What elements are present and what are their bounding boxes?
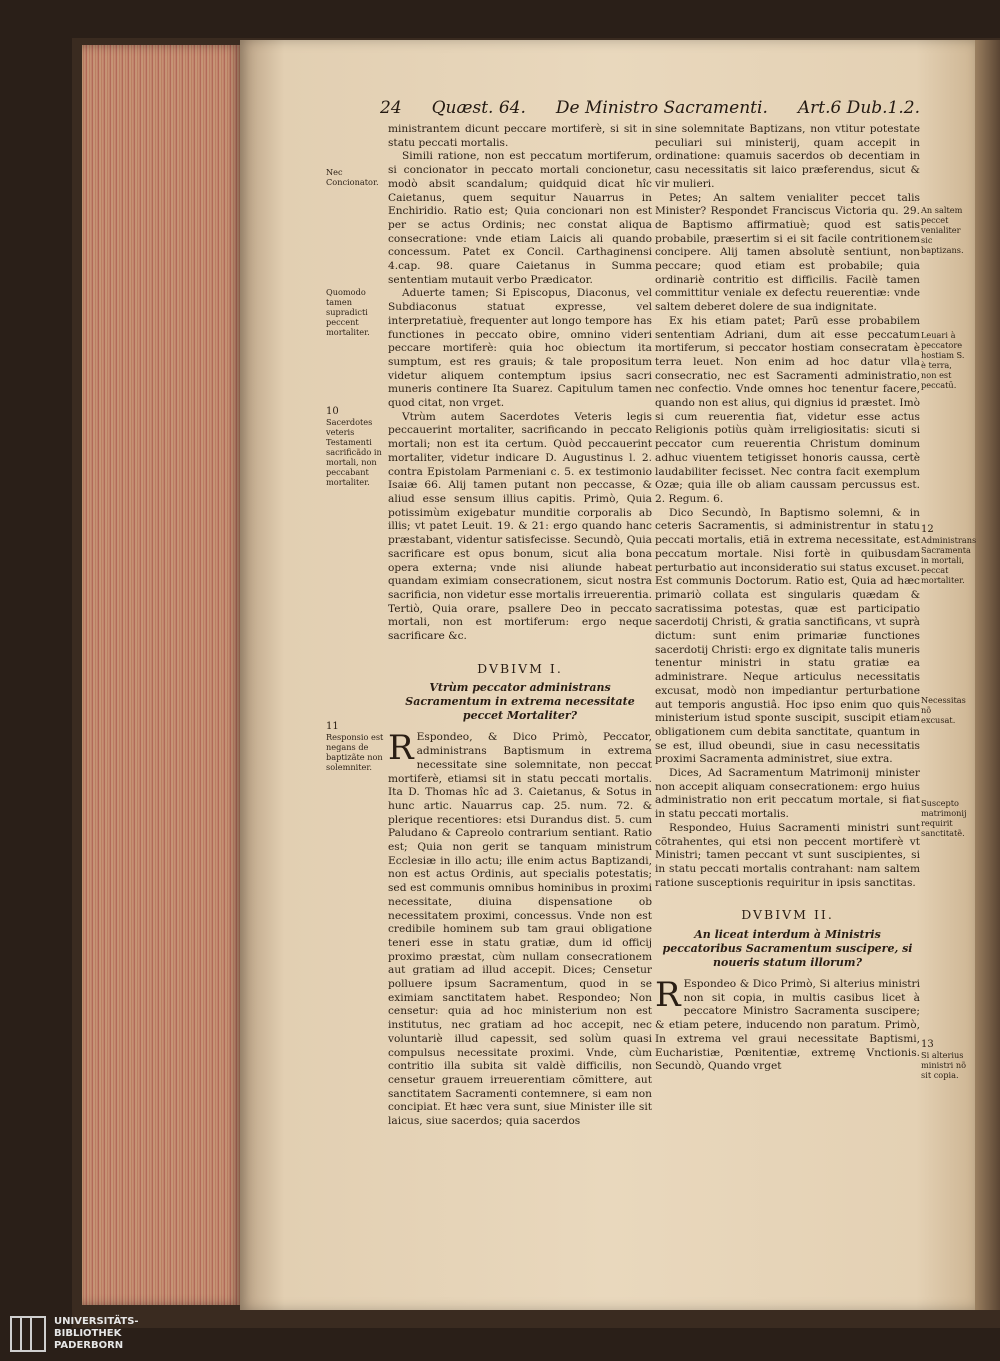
margin-note [921,1040,967,1080]
page-edges [82,45,242,1305]
drop-cap: R [655,975,681,1016]
paragraph: Simili ratione, non est peccatum mortiferum, si concionator in peccato mortali concionetur, modò absit scandalum; quidquid dicat hîc Caietanus, quem sequitur Nauarrus in Enchiridio. Ratio est; Quia concionari non est per se actus Ordinis; nec constat aliqua consecratione: vnde etiam Laicis ali quando concessum. Patet ex Concil. Carthaginensi 4.cap. 98. quare Caietanus in Summa sententiam mutauit verbo Prædicator. [388,150,652,286]
margin-note: Quomodo tamen supradicti peccent mortaliter. [326,287,370,337]
paragraph: sine solemnitate Baptizans, non vtitur potestate peculiari sui ministerij, quam accepit in ordinatione: quamuis sacerdos ob decentiam in casu necessitatis sit laico præferendus, sicut & vir mulieri. [655,123,920,190]
note-number: 10 [326,406,339,417]
note-text: Sacerdotes veteris Testamenti sacrificãdo in mortali, non peccabant mortaliter. [326,417,382,487]
paragraph: Petes; An saltem venialiter peccet talis Minister? Respondet Franciscus Victoria qu. 29. de Baptismo affirmatiuè; quod est satis probabile, præsertim si ei sit facile contritionem concipere. Alij tamen absolutè sentiunt, non peccare; quod etiam est probabile; quia ordinariè contritio est difficilis. Facilè tamen committitur veniale ex defectu reuerentiæ: vnde saltem deberet dolere de sua indignitate. [655,191,920,314]
note-text: Si alterius ministri nõ sit copia. [921,1050,967,1080]
running-header [380,98,920,118]
paragraph: Dices, Ad Sacramentum Matrimonij minister non accepit aliquam consecrationem: ergo huius administratio non erit peccatum mortale, si fiat in statu peccati mortalis. [655,767,920,821]
paragraph: Ex his etiam patet; Parū esse probabilem sententiam Adriani, dum ait esse peccatum mortiferum, si peccator hostiam consecratam è terra leuet. Non enim ad hoc datur vlla consecratio, nec est Sacramenti administratio, nec confectio. Vnde omnes hoc tenentur facere, quando non est alius, qui dignius id præstet. Imò si cum reuerentia fiat, videtur esse actus Religionis potiùs quàm irreligiositatis: sicuti si peccator cum reuerentia Christum dominum adhuc viuentem tetigisset honoris caussa, certè laudabiliter fecisset. Nec contra facit exemplum Ozæ; quia ille ob aliam caussam percussus est. 2. Regum. 6. [655,314,920,505]
paragraph: Dico Secundò, In Baptismo solemni, & in ceteris Sacramentis, si administrentur in statu peccati mortalis, etiã in extrema necessitate, est peccatum mortale. Nisi fortè in quibusdam perturbatio aut inconsideratio sui status excuset. Est communis Doctorum. Ratio est, Quia ad hæc primariò collata est singularis quædam & sacratissima potestas, quæ est participatio sacerdotij Christi, & gratia sanctificans, vt suprà dictum: sunt enim primariæ functiones sacerdotij Christi: ergo ex dignitate talis muneris tenentur ministri in statu gratiæ ea administrare. Neque articulus necessitatis excusat, modò non impediantur perturbatione aut temporis angustiâ. Hoc ipso enim quo quis ministerium istud sponte suscipit, suscipit etiam obligationem cum debita sanctitate, quantum in se est, illud obeundi, siue in casu necessitatis proximi Sacramenta administret, siue extra. [655,506,920,766]
left-column [388,123,652,1129]
note-number: 12 [921,524,934,535]
article-label: Art.6 Dub.1.2. [797,98,920,118]
running-title: De Ministro Sacramenti. [555,98,768,118]
dubium-question: Vtrùm peccator administrans Sacramentum in extrema necessitate peccet Mortaliter? [405,681,635,723]
paragraph [388,728,652,1128]
facing-page-edge [975,40,1000,1310]
dubium-question: An liceat interdum à Ministris peccatoribus Sacramentum suscipere, si noueris statum illorum? [662,928,913,970]
paragraph: ministrantem dicunt peccare mortiferè, si sit in statu peccati mortalis. [388,123,652,149]
margin-note: An saltem peccet venialiter sic baptizans. [921,205,964,255]
note-text: Administrans Sacramenta in mortali, peccat mortaliter. [921,535,977,585]
margin-note: Leuari à peccatore hostiam S. è terra, non est peccatū. [921,330,965,390]
paragraph [655,975,920,1074]
library-logo [10,1310,160,1358]
dubium-heading: DVBIVM II. [741,907,834,923]
paragraph: Aduerte tamen; Si Episcopus, Diaconus, vel Subdiaconus statuat expresse, vel interpretatiuè, frequenter aut longo tempore has functiones in peccato obire, omnino videri peccare mortiferè: quia hoc obiectum ita sumptum, est res grauis; & tale propositum videtur aliquem contemptum ipsius sacri muneris continere Ita Suarez. Capitulum tamen quod citat, non vrget. [388,287,652,410]
margin-note: Suscepto matrimonij requirit sanctitatẽ. [921,798,967,838]
margin-note [326,722,388,772]
paragraph-text: Espondeo, & Dico Primò, Peccator, administrans Baptismum in extrema necessitate sine solemnitate, non peccat mortiferè, etiamsi sit in statu peccati mortalis. Ita D. Thomas hîc ad 3. Caietanus, & Sotus in hunc artic. Nauarrus cap. 25. num. 72. & plerique recentiores: etsi Durandus dist. 5. cum Paludano & Capreolo contrarium sentiant. Ratio est; Quia non gerit se tanquam ministrum Ecclesiæ in illo actu; ille enim actus Baptizandi, non est actus Ordinis, aut specialis potestatis; sed est communis omnibus hominibus in proximi necessitate, diuina dispensatione ob necessitatem proximi, concessus. Vnde non est credibile hominem sub tam graui obligatione teneri esse in statu gratiæ, dum id officij proximo præstat, cùm nullam consecrationem aut gratiam ad illud accepit. Dices; Censetur polluere ipsum Sacramentum, quod in se eximiam sanctitatem habet. Respondeo; Non censetur: quia ad hoc ministerium non est institutus, nec gratiam ad hoc accepit, nec voluntariè illud capessit, sed solùm quasi compulsus necessitate proximi. Vnde, cùm contritio illa subita sit valdè difficilis, non censetur grauem irreuerentiam cõmittere, aut sanctitatem Sacramenti contemnere, si eam non concipiat. Et hæc vera sunt, siue Minister ille sit laicus, siue sacerdos; quia sacerdos [388,731,652,1128]
margin-note [921,524,977,585]
paragraph-text: Espondeo & Dico Primò, Si alterius ministri non sit copia, in multis casibus licet à peccatore Ministro Sacramenta suscipere; & etiam petere, inducendo non paratum. Primò, In extrema vel graui necessitate Baptismi, Eucharistiæ, Pœnitentiæ, extremę Vnctionis. Secundò, Quando vrget [655,978,920,1073]
quaestio-label: Quæst. 64. [431,98,526,118]
margin-note: Necessitas nõ excusat. [921,695,966,725]
note-number: 11 [326,721,339,732]
library-logo-icon [10,1316,46,1352]
page-number: 24 [380,98,402,118]
right-column [655,123,920,1074]
margin-note [326,407,388,487]
drop-cap: R [388,728,414,769]
margin-note: Nec Concionator. [326,167,379,187]
dubium-heading: DVBIVM I. [477,660,563,676]
note-text: Responsio est negans de baptizãte non solemniter. [326,732,384,772]
library-logo-text: UNIVERSITÄTS- BIBLIOTHEK PADERBORN [54,1316,139,1351]
paragraph: Respondeo, Huius Sacramenti ministri sunt cõtrahentes, qui etsi non peccent mortiferè vt Ministri; tamen peccant vt sunt suscipientes, si in statu peccati mortalis contrahant: nam saltem ratione susceptionis requiritur in ipsis sanctitas. [655,821,920,889]
paragraph: Vtrùm autem Sacerdotes Veteris legis peccauerint mortaliter, sacrificando in peccato mortali; non est ita certum. Quòd peccauerint mortaliter, videtur indicare D. Augustinus l. 2. contra Epistolam Parmeniani c. 5. ex testimonio Isaiæ 66. Alij tamen putant non peccasse, & aliud esse sensum illius capitis. Primò, Quia potissimùm exigebatur munditie corporalis ab illis; vt patet Leuit. 19. & 21: ergo quando hanc præstabant, videntur satisfecisse. Secundò, Quia sacrificare est opus bonum, sicut alia bona opera externa; vnde nisi aliunde habeat quandam eximiam consecrationem, sicut nostra sacrificia, non videtur esse mortalis irreuerentia. Tertiò, Quia orare, psallere Deo in peccato mortali, non est mortiferum: ergo neque sacrificare &c. [388,410,652,643]
note-number: 13 [921,1039,934,1050]
